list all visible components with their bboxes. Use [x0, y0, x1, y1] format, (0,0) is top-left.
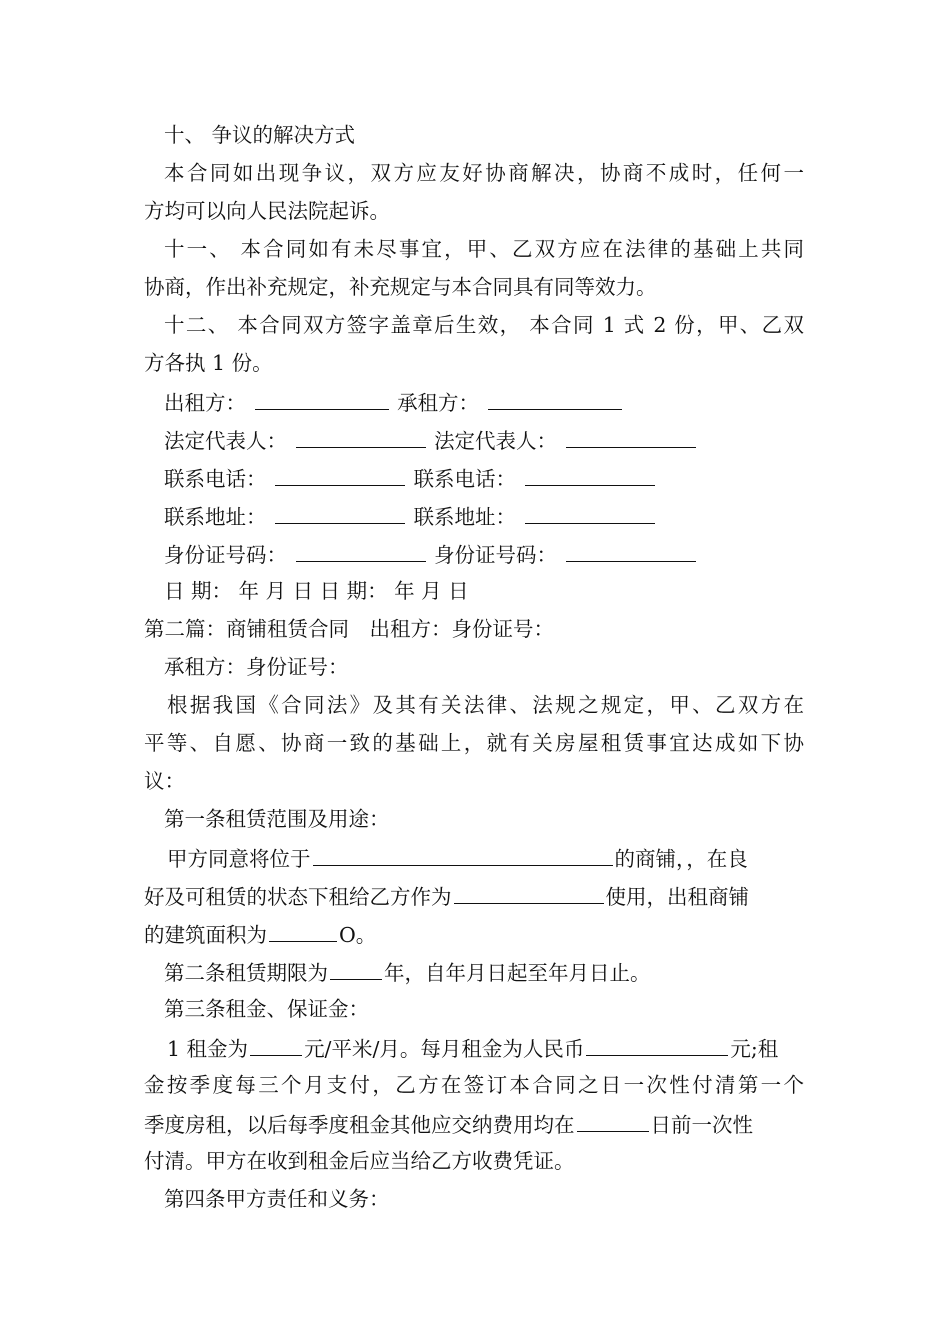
- text-run: 日前一次性: [650, 1113, 753, 1137]
- monthly-rent-blank: [586, 1033, 728, 1056]
- paragraph-line: [144, 881, 814, 911]
- paragraph-line: 本合同如出现争议，双方应友好协商解决，协商不成时，任何一: [164, 161, 804, 185]
- payment-date-blank: [577, 1109, 649, 1132]
- address-label: 联系地址：: [413, 505, 517, 529]
- legal-rep-label: 法定代表人：: [434, 429, 558, 453]
- text-run: 的建筑面积为: [144, 923, 267, 947]
- text-run: 好及可租赁的状态下租给乙方作为: [144, 885, 452, 909]
- location-blank: [313, 843, 613, 866]
- legal-rep-blank: [566, 425, 696, 448]
- text-run: 第二条租赁期限为: [164, 961, 328, 985]
- article-heading: 第四条甲方责任和义务：: [164, 1187, 390, 1211]
- signature-row-id-number: [164, 539, 834, 569]
- text-run: 元/平米/月。每月租金为人民币: [304, 1037, 585, 1061]
- address-blank: [525, 501, 655, 524]
- paragraph-line: 平等、自愿、协商一致的基础上，就有关房屋租赁事宜达成如下协: [144, 731, 804, 755]
- paragraph-line: [144, 1109, 814, 1139]
- paragraph-line: 方均可以向人民法院起诉。: [144, 199, 390, 223]
- area-blank: [269, 919, 337, 942]
- paragraph-line: 方各执 1 份。: [144, 351, 273, 375]
- paragraph-line: [144, 919, 814, 949]
- id-number-label: 身份证号码：: [164, 543, 287, 567]
- paragraph-line: 议：: [144, 769, 185, 793]
- signature-row-lessor-lessee: [164, 387, 834, 417]
- signature-row-phone: [164, 463, 834, 493]
- lessor-label: 出租方：: [164, 391, 246, 415]
- rent-rate-blank: [250, 1033, 302, 1056]
- text-run: 的商铺，，在良: [614, 847, 748, 871]
- paragraph-line: 承租方：身份证号：: [164, 655, 349, 679]
- id-number-blank: [566, 539, 696, 562]
- section-title-part-two: 第二篇：商铺租赁合同 出租方：身份证号：: [144, 617, 554, 641]
- id-number-blank: [296, 539, 426, 562]
- text-run: 1 租金为: [167, 1037, 249, 1061]
- signature-row-legal-rep: [164, 425, 834, 455]
- article-heading: 第一条租赁范围及用途：: [164, 807, 390, 831]
- lessee-blank: [488, 387, 622, 410]
- phone-label: 联系电话：: [413, 467, 517, 491]
- text-run: 甲方同意将位于: [167, 847, 311, 871]
- paragraph-line: 根据我国《合同法》及其有关法律、法规之规定，甲、乙双方在: [167, 693, 804, 717]
- text-run: 季度房租，以后每季度租金其他应交纳费用均在: [144, 1113, 575, 1137]
- article-heading: 第三条租金、保证金：: [164, 997, 369, 1021]
- address-label: 联系地址：: [164, 505, 267, 529]
- text-run: 元;租: [730, 1037, 779, 1061]
- usage-blank: [454, 881, 604, 904]
- paragraph-line: [167, 843, 837, 873]
- id-number-label: 身份证号码：: [434, 543, 558, 567]
- lessee-label: 承租方：: [397, 391, 480, 415]
- legal-rep-blank: [296, 425, 426, 448]
- legal-rep-label: 法定代表人：: [164, 429, 287, 453]
- text-run: 年，自年月日起至年月日止。: [384, 961, 651, 985]
- phone-blank: [275, 463, 405, 486]
- term-years-blank: [330, 957, 382, 980]
- phone-blank: [525, 463, 655, 486]
- address-blank: [275, 501, 405, 524]
- paragraph-line: 金按季度每三个月支付，乙方在签订本合同之日一次性付清第一个: [144, 1073, 804, 1097]
- signature-row-date: 日 期： 年 月 日 日 期： 年 月 日: [164, 579, 469, 603]
- paragraph-line: 付清。甲方在收到租金后应当给乙方收费凭证。: [144, 1149, 575, 1173]
- paragraph-line: 十一、 本合同如有未尽事宜，甲、乙双方应在法律的基础上共同: [164, 237, 804, 261]
- text-run: 使用，出租商铺: [605, 885, 749, 909]
- paragraph-line: 协商，作出补充规定，补充规定与本合同具有同等效力。: [144, 275, 657, 299]
- paragraph-line: [167, 1033, 837, 1063]
- signature-row-address: [164, 501, 834, 531]
- paragraph-line: 十二、 本合同双方签字盖章后生效， 本合同 1 式 2 份，甲、乙双: [164, 313, 804, 337]
- text-run: O。: [339, 923, 377, 947]
- lessor-blank: [255, 387, 389, 410]
- section-heading-dispute: 十、 争议的解决方式: [164, 123, 356, 147]
- paragraph-line: [164, 957, 834, 987]
- phone-label: 联系电话：: [164, 467, 267, 491]
